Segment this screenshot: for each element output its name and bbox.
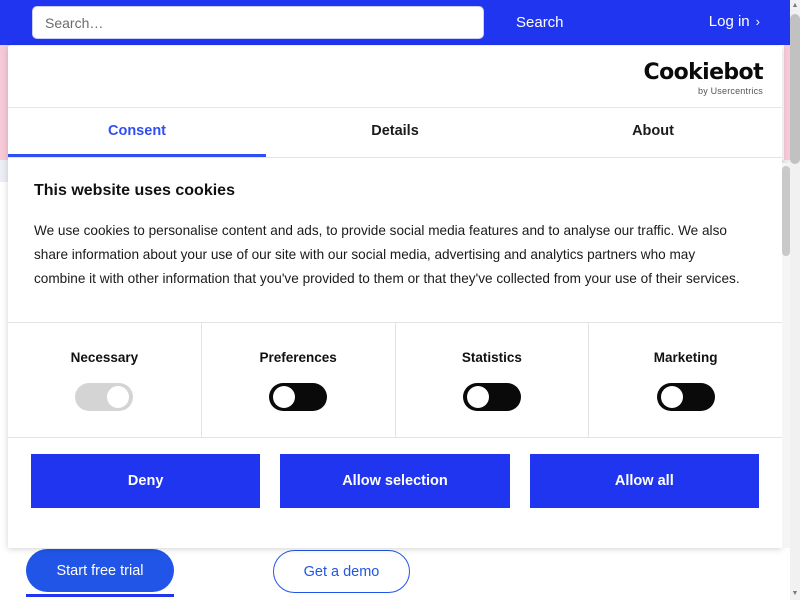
start-free-trial-button[interactable]: Start free trial [26, 549, 174, 592]
scroll-down-arrow-icon[interactable]: ▼ [790, 588, 800, 600]
toggle-necessary [75, 383, 133, 411]
deny-button[interactable]: Deny [31, 454, 260, 508]
get-a-demo-button[interactable]: Get a demo [273, 550, 410, 593]
toggle-preferences[interactable] [269, 383, 327, 411]
cookiebot-logo-subtext: by Usercentrics [697, 86, 763, 96]
dialog-actions [8, 438, 782, 508]
allow-all-button[interactable]: Allow all [530, 454, 759, 508]
cookie-consent-dialog [8, 46, 782, 548]
scroll-up-arrow-icon[interactable]: ▲ [790, 0, 800, 12]
cookiebot-logo-text: Cookiebot [643, 60, 763, 85]
toggle-knob [467, 386, 489, 408]
consent-categories [8, 322, 782, 438]
category-statistics [396, 323, 590, 437]
top-search-bar [0, 0, 790, 45]
chevron-right-icon: › [755, 14, 760, 29]
category-label: Statistics [461, 349, 522, 365]
dialog-body [8, 158, 782, 303]
category-label: Necessary [70, 349, 139, 365]
cta-underline [26, 594, 174, 597]
category-preferences [202, 323, 396, 437]
cookiebot-logo-row [8, 46, 782, 108]
login-label: Log in [708, 13, 750, 30]
tab-consent[interactable]: Consent [8, 108, 266, 157]
toggle-knob [661, 386, 683, 408]
category-marketing [589, 323, 782, 437]
dialog-tabs [8, 108, 782, 158]
category-label: Preferences [259, 349, 337, 365]
search-button[interactable]: Search [506, 8, 574, 37]
login-link[interactable] [709, 13, 760, 30]
dialog-description: We use cookies to personalise content and ads, to provide social media features and to analyse our traffic. We also share information about your use of our site with our social media, advertising and analytics partners who may combine it with other information that you've provided to them or that they've collected from your use of their services. [34, 223, 740, 286]
category-necessary [8, 323, 202, 437]
toggle-knob [107, 386, 129, 408]
category-label: Marketing [653, 349, 718, 365]
tab-about[interactable]: About [632, 123, 674, 139]
allow-selection-button[interactable]: Allow selection [280, 454, 509, 508]
cookiebot-logo [644, 62, 763, 96]
dialog-scrollbar-thumb[interactable] [782, 166, 790, 256]
tab-details[interactable]: Details [371, 123, 419, 139]
search-input[interactable] [32, 6, 484, 39]
page-scrollbar-thumb[interactable] [790, 14, 800, 164]
toggle-knob [273, 386, 295, 408]
toggle-statistics[interactable] [463, 383, 521, 411]
toggle-marketing[interactable] [657, 383, 715, 411]
dialog-heading: This website uses cookies [34, 182, 235, 199]
